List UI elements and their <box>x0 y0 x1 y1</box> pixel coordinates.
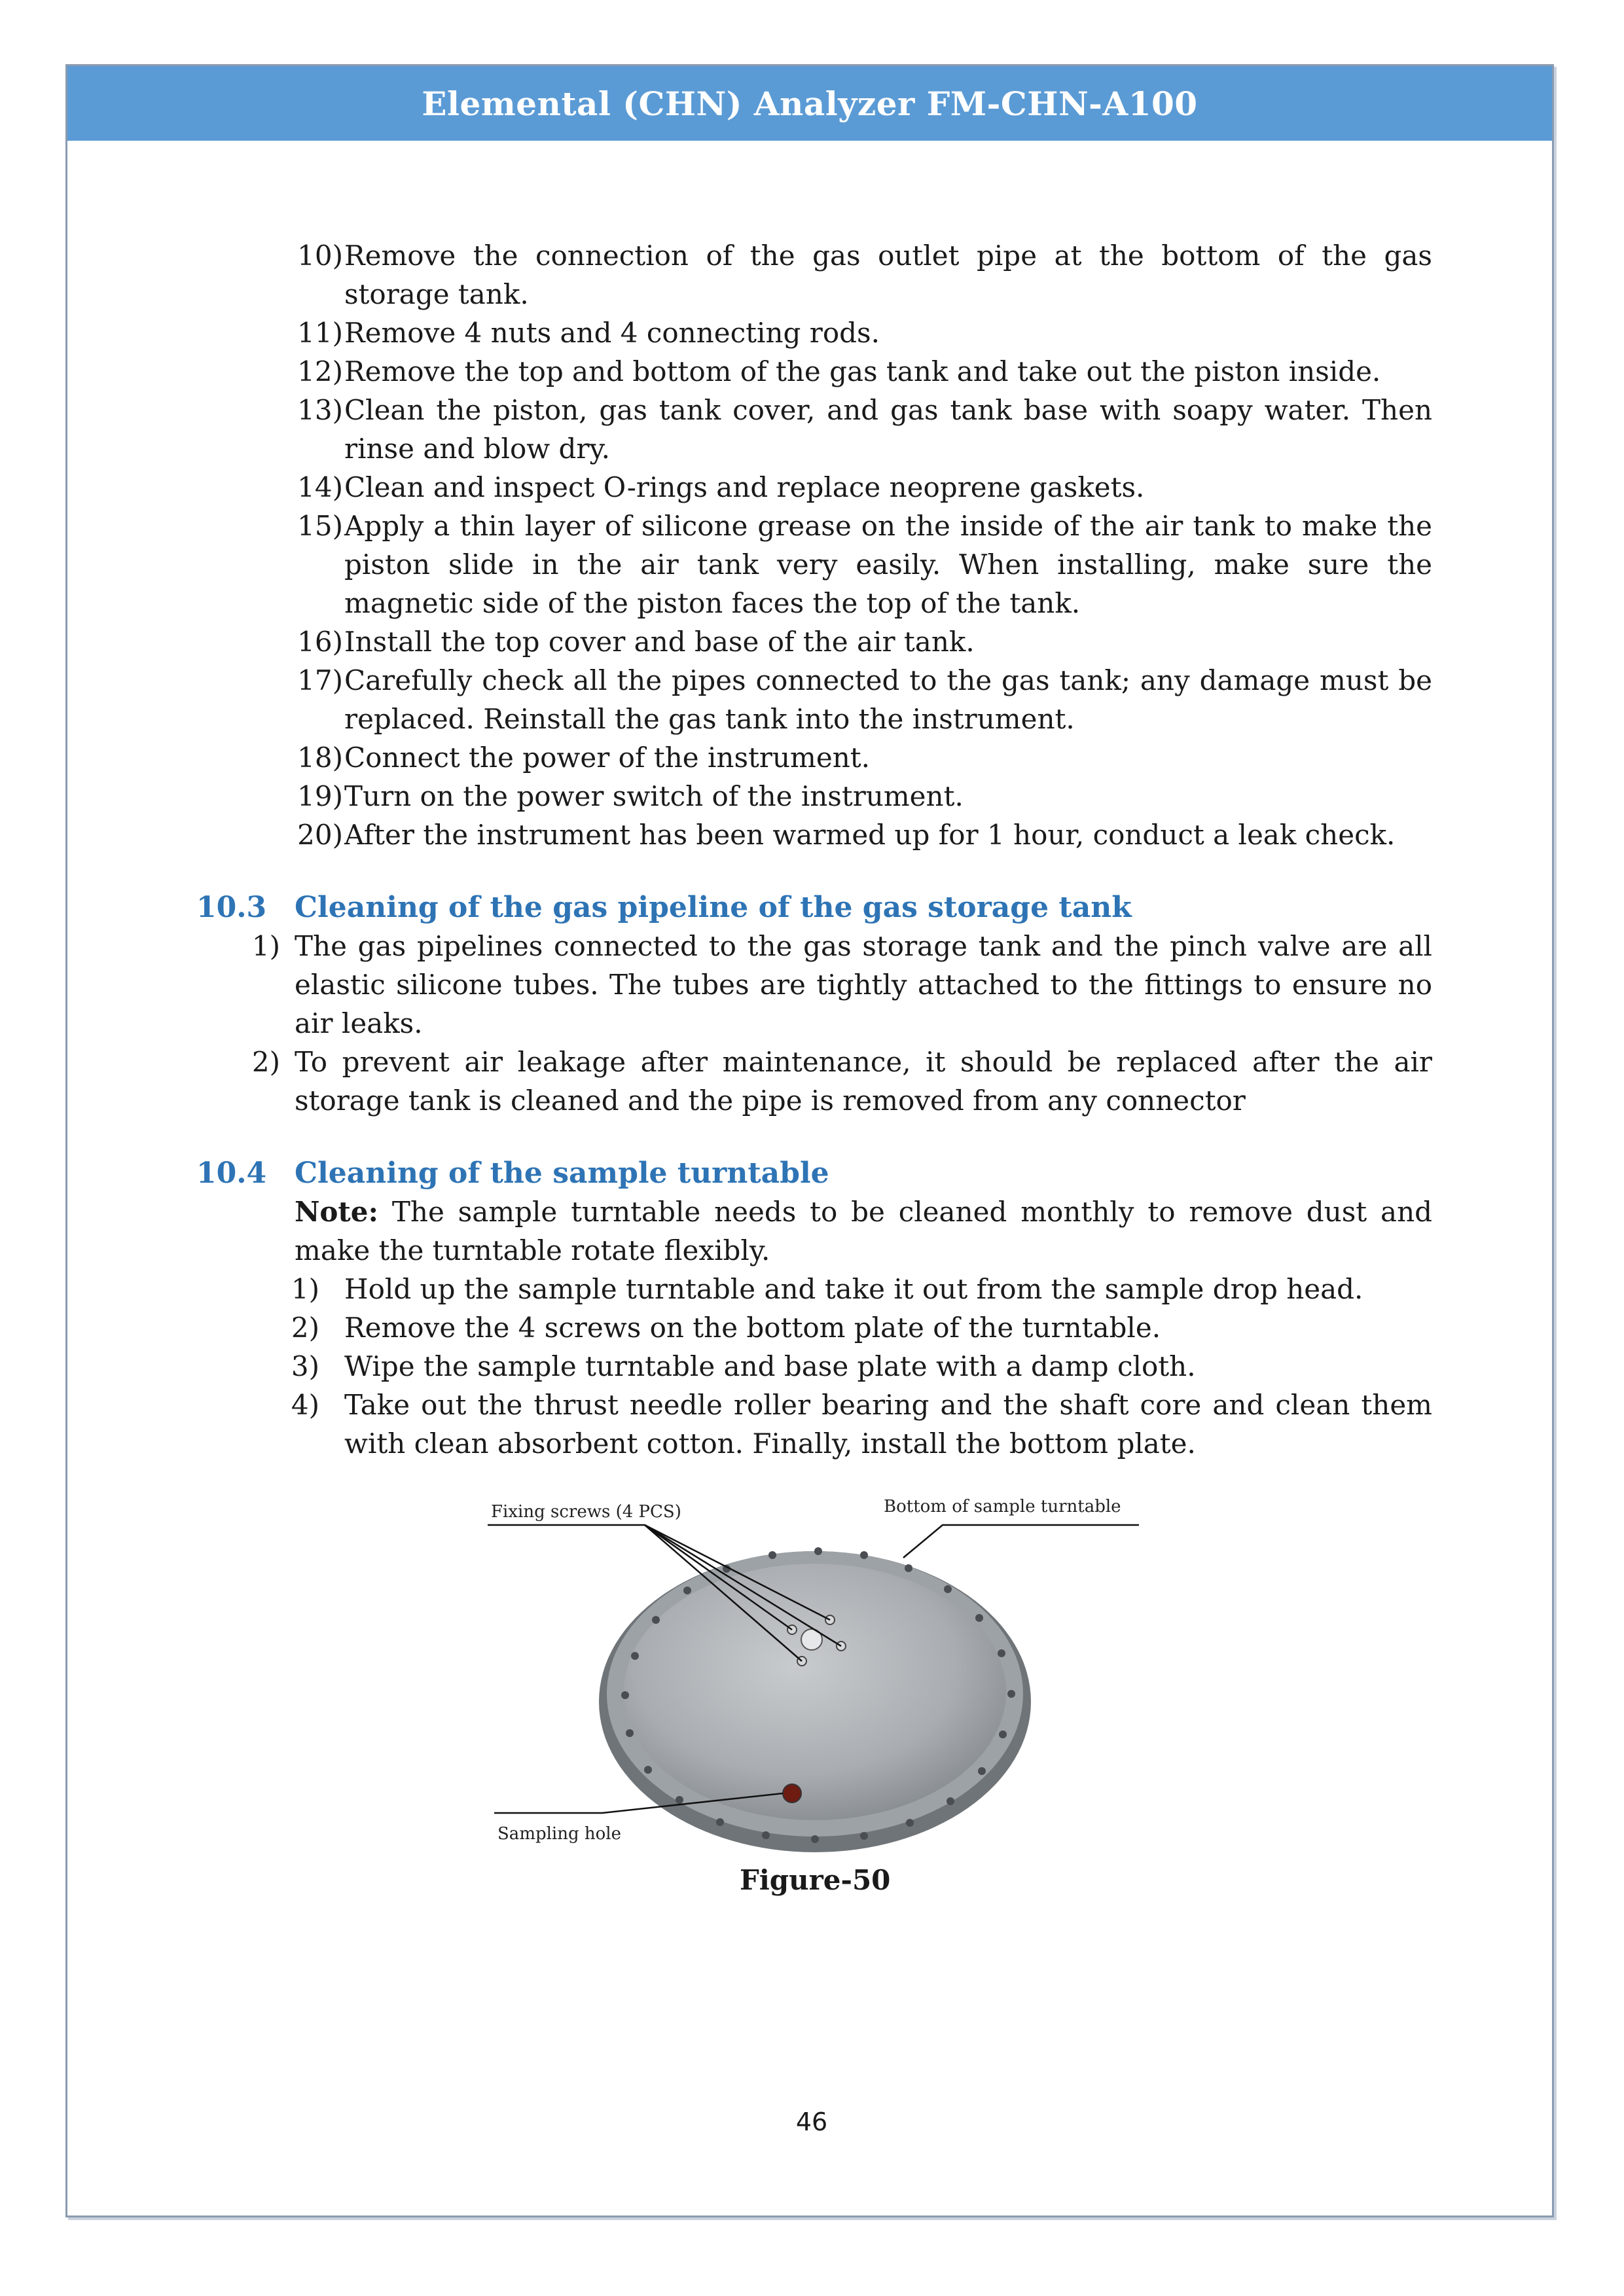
step-text: Install the top cover and base of the air tank. <box>344 626 975 658</box>
list-item-text: The gas pipelines connected to the gas storage tank and the pinch valve are all elastic silicone tubes. The tubes are tightly attached to the fittings to ensure no air leaks. <box>295 930 1432 1039</box>
list-item-text: To prevent air leakage after maintenance, it should be replaced after the air storage tank is cleaned and the pipe is removed from any connector <box>295 1046 1432 1117</box>
sampling-hole <box>783 1784 801 1803</box>
step-number: 20) <box>297 819 343 851</box>
label-bottom-turntable: Bottom of sample turntable <box>884 1497 1121 1516</box>
figure-turntable <box>484 1486 1139 1852</box>
step-text: Apply a thin layer of silicone grease on the inside of the air tank to make the piston slide in the air tank very easily. When installing, make sure the magnetic side of the piston faces the top of the tank. <box>344 510 1432 619</box>
step-number: 16) <box>297 626 343 658</box>
list-item-text: Wipe the sample turntable and base plate with a damp cloth. <box>344 1350 1196 1382</box>
step-number: 12) <box>297 355 343 387</box>
list-item-text: Take out the thrust needle roller bearing and the shaft core and clean them with clean absorbent cotton. Finally, install the bottom plate. <box>344 1389 1432 1460</box>
step-text: After the instrument has been warmed up for 1 hour, conduct a leak check. <box>344 819 1396 851</box>
note-text: The sample turntable needs to be cleaned monthly to remove dust and make the turntable rotate flexibly. <box>295 1196 1432 1266</box>
step-text: Carefully check all the pipes connected to the gas tank; any damage must be replaced. Reinstall the gas tank into the instrument. <box>344 664 1432 735</box>
step-number: 17) <box>297 664 343 696</box>
step-number: 19) <box>297 780 343 812</box>
list-item-text: Hold up the sample turntable and take it out from the sample drop head. <box>344 1273 1363 1305</box>
step-number: 11) <box>297 317 343 349</box>
step-text: Remove 4 nuts and 4 connecting rods. <box>344 317 880 349</box>
page-number: 46 <box>795 2108 828 2136</box>
list-number: 2) <box>251 1046 280 1078</box>
document-title: Elemental (CHN) Analyzer FM-CHN-A100 <box>422 84 1198 123</box>
list-number: 2) <box>291 1312 319 1344</box>
list-number: 1) <box>291 1273 319 1305</box>
step-text: Connect the power of the instrument. <box>344 742 870 774</box>
step-number: 13) <box>297 394 343 426</box>
step-number: 18) <box>297 742 343 774</box>
figure-caption: Figure-50 <box>740 1864 891 1896</box>
section-number: 10.3 <box>196 891 267 924</box>
section-number: 10.4 <box>196 1157 267 1190</box>
list-number: 4) <box>291 1389 319 1421</box>
page-header <box>67 66 1552 141</box>
list-number: 3) <box>291 1350 319 1382</box>
label-sampling-hole: Sampling hole <box>497 1824 621 1844</box>
turntable-plate <box>624 1564 1006 1820</box>
turntable-illustration <box>484 1486 1139 1852</box>
note-label: Note: <box>295 1196 379 1228</box>
step-number: 15) <box>297 510 343 542</box>
step-text: Remove the connection of the gas outlet pipe at the bottom of the gas storage tank. <box>344 240 1432 310</box>
label-fixing-screws: Fixing screws (4 PCS) <box>491 1502 681 1522</box>
list-item-text: Remove the 4 screws on the bottom plate of the turntable. <box>344 1312 1161 1344</box>
list-number: 1) <box>251 930 280 962</box>
section-heading: Cleaning of the sample turntable <box>295 1157 829 1190</box>
step-text: Turn on the power switch of the instrument. <box>344 780 964 812</box>
step-text: Clean and inspect O-rings and replace neoprene gaskets. <box>344 471 1145 503</box>
note-paragraph <box>295 1193 1432 1270</box>
section-heading: Cleaning of the gas pipeline of the gas storage tank <box>295 891 1132 924</box>
step-number: 14) <box>297 471 343 503</box>
step-text: Remove the top and bottom of the gas tank and take out the piston inside. <box>344 355 1381 387</box>
step-number: 10) <box>297 240 343 272</box>
step-text: Clean the piston, gas tank cover, and gas tank base with soapy water. Then rinse and blow dry. <box>344 394 1432 465</box>
